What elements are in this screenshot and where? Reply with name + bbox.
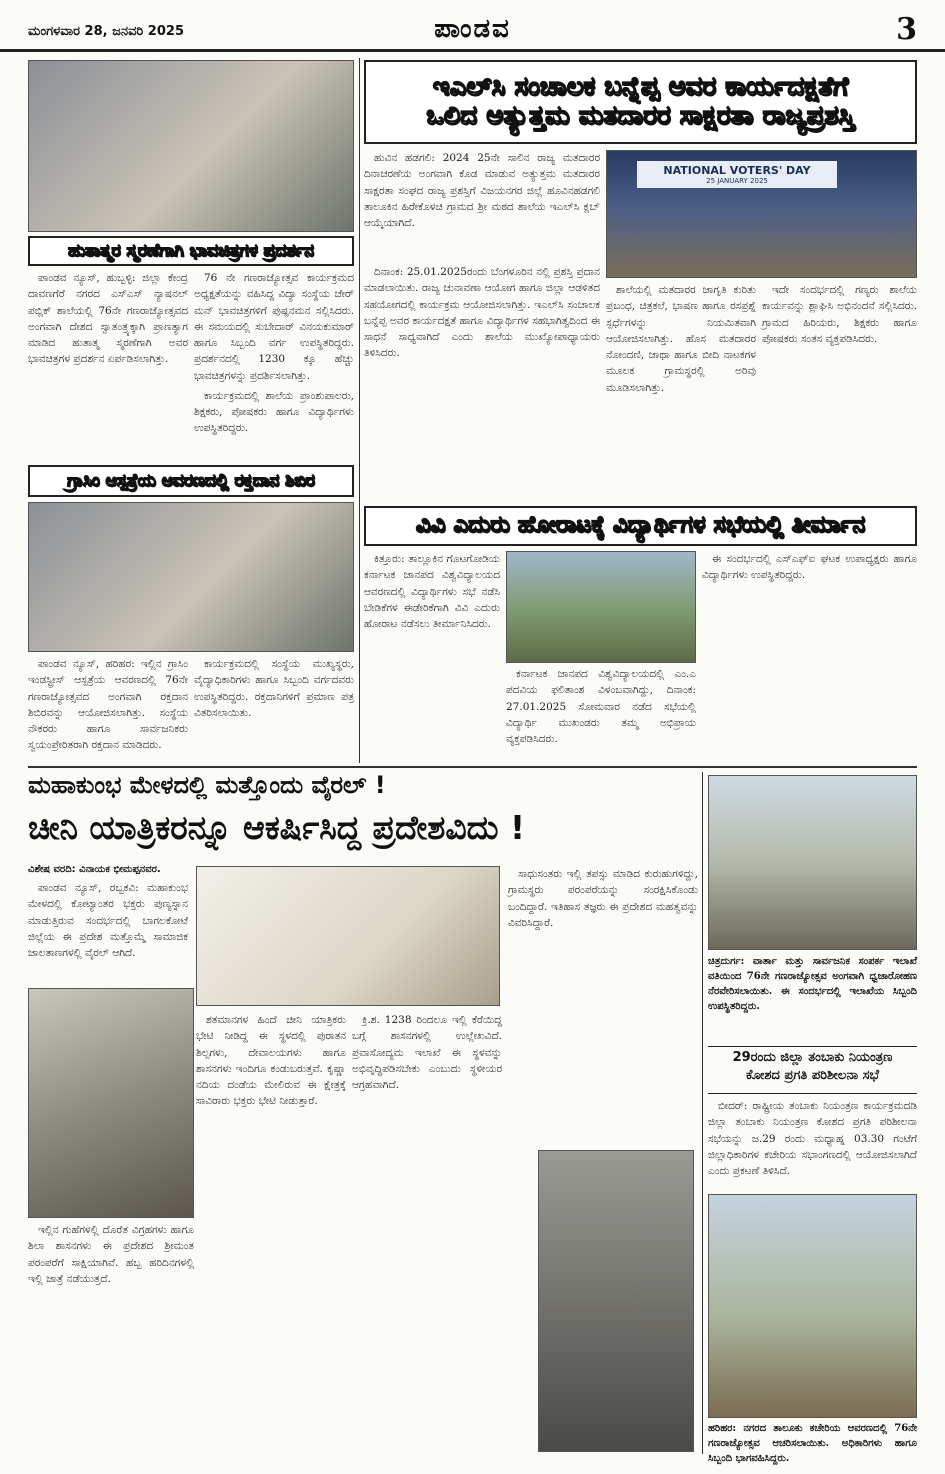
- story3-column-2: ಕಾರ್ಯಕ್ರಮದಲ್ಲಿ ಸಂಸ್ಥೆಯ ಮುಖ್ಯಸ್ಥರು, ವೈದ್ಯಾಧಿಕಾರಿಗಳು ಹಾಗೂ ಸಿಬ್ಬಂದಿ ವರ್ಗದವರು ಉಪಸ್ಥಿತರಿದ್ದರು. ರಕ್ತದಾನಿಗಳಿಗೆ ಪ್ರಮಾಣ ಪತ್ರ ವಿತರಿಸಲಾಯಿತು.: [194, 658, 354, 719]
- flag-hoisting-photo: [708, 775, 917, 950]
- story4-column-2: ಕರ್ನಾಟಕ ಜಾನಪದ ವಿಶ್ವವಿದ್ಯಾಲಯದಲ್ಲಿ ಎಂ.ಎ ಪದವಿಯ ಫಲಿತಾಂಶ ವಿಳಂಬವಾಗಿದ್ದು, ದಿನಾಂಕ: 27.01.2025 ಸೋಮವಾರ ನಡೆದ ಸಭೆಯಲ್ಲಿ ವಿದ್ಯಾರ್ಥಿ ಮುಖಂಡರು ತಮ್ಮ ಅಭಿಪ್ರಾಯ ವ್ಯಕ್ತಪಡಿಸಿದರು.: [506, 668, 696, 746]
- story3-headline-box: [28, 465, 354, 497]
- story5-column-2b: ಕ್ರಿ.ಶ. 1238 ರಿಂದಲೂ ಇಲ್ಲಿ ಕೆರೆಯಿದ್ದ ಬಗ್ಗೆ ಶಾಸನಗಳಲ್ಲಿ ಉಲ್ಲೇಖವಿದೆ. ಪ್ರವಾಸೋದ್ಯಮ ಇಲಾಖೆ ಈ ಸ್ಥಳವನ್ನು ಅಭಿವೃದ್ಧಿಪಡಿಸಬೇಕು ಎಂಬುದು ಸ್ಥಳೀಯರ ಆಗ್ರಹವಾಗಿದೆ.: [352, 1014, 502, 1092]
- story8-caption: ಹರಿಹರ: ನಗರದ ತಾಲೂಕು ಕಚೇರಿಯ ಆವರಣದಲ್ಲಿ 76ನೇ ಗಣರಾಜ್ಯೋತ್ಸವ ಆಚರಿಸಲಾಯಿತು. ಅಧಿಕಾರಿಗಳು ಹಾಗೂ ಸಿಬ್ಬಂದಿ ಭಾಗವಹಿಸಿದ್ದರು.: [708, 1423, 917, 1464]
- story2-column-2: 76 ನೇ ಗಣರಾಜ್ಯೋತ್ಸವ ಕಾರ್ಯಕ್ರಮದ ಅಧ್ಯಕ್ಷತೆಯನ್ನು ವಹಿಸಿದ್ದ ವಿದ್ಯಾ ಸಂಸ್ಥೆಯ ಚೇರ್ ಮನ್ ಭಾವಚಿತ್ರಗಳಿಗೆ ಪುಷ್ಪನಮನ ಸಲ್ಲಿಸಿದರು. ಈ ಸಮಯದಲ್ಲಿ ಸುಬೇದಾರ್ ವಿನಯಕುಮಾರ್ ಹಾಗೂ ಸಿಬ್ಬಂದಿ ವರ್ಗ ಉಪಸ್ಥಿತರಿದ್ದರು. ಪ್ರದರ್ಶನದಲ್ಲಿ 1230 ಕ್ಕೂ ಹೆಚ್ಚು ಭಾವಚಿತ್ರಗಳನ್ನು ಪ್ರದರ್ಶಿಸಲಾಗಿತ್ತು. ಕಾರ್ಯಕ್ರಮದಲ್ಲಿ ಶಾಲೆಯ ಪ್ರಾಂಶುಪಾಲರು, ಶಿಕ್ಷಕರು, ಪೋಷಕರು ಹಾಗೂ ವಿದ್ಯಾರ್ಥಿಗಳು ಉಪಸ್ಥಿತರಿದ್ದರು.: [194, 272, 354, 435]
- story5-headline: ಚೀನಿ ಯಾತ್ರಿಕರನ್ನೂ ಆಕರ್ಷಿಸಿದ್ದ ಪ್ರದೇಶವಿದು !: [28, 808, 526, 847]
- page-header: [0, 0, 945, 52]
- taluk-office-flag-photo: [708, 1194, 917, 1418]
- story5-column-1b: ಇಲ್ಲಿನ ಗುಹೆಗಳಲ್ಲಿ ದೊರೆತ ವಿಗ್ರಹಗಳು ಹಾಗೂ ಶಿಲಾ ಶಾಸನಗಳು ಈ ಪ್ರದೇಶದ ಶ್ರೀಮಂತ ಪರಂಪರೆಗೆ ಸಾಕ್ಷಿಯಾಗಿವೆ. ಹಬ್ಬ ಹರಿದಿನಗಳಲ್ಲಿ ಇಲ್ಲಿ ಜಾತ್ರೆ ನಡೆಯುತ್ತದೆ.: [28, 1224, 194, 1285]
- column-divider-lower: [702, 772, 703, 1454]
- story5-column-2a: ಶತಮಾನಗಳ ಹಿಂದೆ ಚೀನಿ ಯಾತ್ರಿಕರು ಭೇಟಿ ನೀಡಿದ್ದ ಈ ಸ್ಥಳದಲ್ಲಿ ಪುರಾತನ ಶಿಲ್ಪಗಳು, ದೇವಾಲಯಗಳು ಹಾಗೂ ಶಾಸನಗಳು ಇಂದಿಗೂ ಕಂಡುಬರುತ್ತವೆ. ಕೃಷ್ಣಾ ನದಿಯ ದಂಡೆಯ ಮೇಲಿರುವ ಈ ಕ್ಷೇತ್ರಕ್ಕೆ ಸಾವಿರಾರು ಭಕ್ತರು ಭೇಟಿ ನೀಡುತ್ತಾರೆ.: [196, 1014, 346, 1108]
- story2-headline: ಹುತಾತ್ಮರ ಸ್ಮರಣೆಗಾಗಿ ಭಾವಚಿತ್ರಗಳ ಪ್ರದರ್ಶನ: [68, 240, 314, 261]
- blood-donation-photo: [28, 502, 354, 652]
- story4-column-3: ಈ ಸಂದರ್ಭದಲ್ಲಿ ಎಸ್‌ಎಫ್‌ಐ ಘಟಕ ಉಪಾಧ್ಯಕ್ಷರು ಹಾಗೂ ವಿದ್ಯಾರ್ಥಿಗಳು ಉಪಸ್ಥಿತರಿದ್ದರು.: [702, 553, 917, 582]
- story1-column-2: ಶಾಲೆಯಲ್ಲಿ ಮತದಾರರ ಜಾಗೃತಿ ಕುರಿತು ಪ್ರಬಂಧ, ಚಿತ್ರಕಲೆ, ಭಾಷಣ ಹಾಗೂ ರಸಪ್ರಶ್ನೆ ಸ್ಪರ್ಧೆಗಳನ್ನು ನಿಯಮಿತವಾಗಿ ಆಯೋಜಿಸಲಾಗಿತ್ತು. ಹೊಸ ಮತದಾರರ ನೋಂದಣಿ, ಜಾಥಾ ಹಾಗೂ ಬೀದಿ ನಾಟಕಗಳ ಮೂಲಕ ಗ್ರಾಮಸ್ಥರಲ್ಲಿ ಅರಿವು ಮೂಡಿಸಲಾಗಿತ್ತು.: [606, 284, 756, 394]
- story2-headline-box: [28, 236, 354, 266]
- story3-column-1: ಪಾಂಡವ ನ್ಯೂಸ್, ಹರಿಹರ: ಇಲ್ಲಿನ ಗ್ರಾಸಿಂ ಇಂಡಸ್ಟ್ರೀಸ್ ಆಸ್ಪತ್ರೆಯ ಆವರಣದಲ್ಲಿ 76ನೇ ಗಣರಾಜ್ಯೋತ್ಸವದ ಅಂಗವಾಗಿ ರಕ್ತದಾನ ಶಿಬಿರವನ್ನು ಆಯೋಜಿಸಲಾಗಿತ್ತು. ಸಂಸ್ಥೆಯ ನೌಕರರು ಹಾಗೂ ಸಾರ್ವಜನಿಕರು ಸ್ವಯಂಪ್ರೇರಿತರಾಗಿ ರಕ್ತದಾನ ಮಾಡಿದರು.: [28, 658, 188, 752]
- story2-column-1: ಪಾಂಡವ ನ್ಯೂಸ್, ಹುಬ್ಬಳ್ಳಿ: ಜಿಲ್ಲಾ ಕೇಂದ್ರ ದಾವಣಗೆರೆ ನಗರದ ಎಸ್‌ಎಸ್ ನ್ಯಾಷನಲ್ ಪಬ್ಲಿಕ್ ಶಾಲೆಯಲ್ಲಿ 76ನೇ ಗಣರಾಜ್ಯೋತ್ಸವದ ಅಂಗವಾಗಿ ದೇಶದ ಸ್ವಾತಂತ್ರ್ಯಕ್ಕಾಗಿ ಪ್ರಾಣತ್ಯಾಗ ಮಾಡಿದ ಹುತಾತ್ಮ ಸ್ಮರಣೆಗಾಗಿ ಅವರ ಭಾವಚಿತ್ರಗಳ ಪ್ರದರ್ಶನ ಏರ್ಪಡಿಸಲಾಗಿತ್ತು.: [28, 272, 188, 366]
- award-ceremony-photo: [606, 150, 917, 278]
- story6-caption: ಚಿತ್ರದುರ್ಗ: ವಾರ್ತಾ ಮತ್ತು ಸಾರ್ವಜನಿಕ ಸಂಪರ್ಕ ಇಲಾಖೆ ವತಿಯಿಂದ 76ನೇ ಗಣರಾಜ್ಯೋತ್ಸವ ಅಂಗವಾಗಿ ಧ್ವಜಾರೋಹಣ ನೆರವೇರಿಸಲಾಯಿತು. ಈ ಸಂದರ್ಭದಲ್ಲಿ ಇಲಾಖೆಯ ಸಿಬ್ಬಂದಿ ಉಪಸ್ಥಿತರಿದ್ದರು.: [708, 956, 917, 1012]
- story4-column-1: ಕಿತ್ತೂರು: ತಾಲ್ಲೂಕಿನ ಗೊಟಗೋಡಿಯ ಕರ್ನಾಟಕ ಜಾನಪದ ವಿಶ್ವವಿದ್ಯಾಲಯದ ಆವರಣದಲ್ಲಿ ವಿದ್ಯಾರ್ಥಿಗಳು ಸಭೆ ನಡೆಸಿ ಬೇಡಿಕೆಗಳ ಈಡೇರಿಕೆಗಾಗಿ ವಿವಿ ಎದುರು ಹೋರಾಟ ನಡೆಸಲು ತೀರ್ಮಾನಿಸಿದರು.: [364, 553, 500, 631]
- story5-column-1a: ಪಾಂಡವ ನ್ಯೂಸ್, ರಬ್ಬಕವಿ: ಮಹಾಕುಂಭ ಮೇಳದಲ್ಲಿ ಕೋಟ್ಯಾಂತರ ಭಕ್ತರು ಪುಣ್ಯಸ್ನಾನ ಮಾಡುತ್ತಿರುವ ಸಂದರ್ಭದಲ್ಲಿ ಬಾಗಲಕೋಟೆ ಜಿಲ್ಲೆಯ ಈ ಪ್ರದೇಶ ಮತ್ತೊಮ್ಮೆ ಸಾಮಾಜಿಕ ಜಾಲತಾಣಗಳಲ್ಲಿ ವೈರಲ್ ಆಗಿದೆ.: [28, 882, 188, 960]
- story7-body: ಬೀದರ್: ರಾಷ್ಟ್ರೀಯ ತಂಬಾಕು ನಿಯಂತ್ರಣ ಕಾರ್ಯಕ್ರಮದಡಿ ಜಿಲ್ಲಾ ತಂಬಾಕು ನಿಯಂತ್ರಣ ಕೋಶದ ಪ್ರಗತಿ ಪರಿಶೀಲನಾ ಸಭೆಯನ್ನು ಜ.29 ರಂದು ಮಧ್ಯಾಹ್ನ 03.30 ಗಂಟೆಗೆ ಜಿಲ್ಲಾಧಿಕಾರಿಗಳ ಕಚೇರಿಯ ಸಭಾಂಗಣದಲ್ಲಿ ಆಯೋಜಿಸಲಾಗಿದೆ ಎಂದು ಪ್ರಕಟಣೆ ತಿಳಿಸಿದೆ.: [708, 1100, 917, 1178]
- students-group-photo: [506, 551, 696, 663]
- section-divider: [28, 766, 917, 768]
- story1-column-3: ಇದೇ ಸಂದರ್ಭದಲ್ಲಿ ಗಣ್ಯರು ಶಾಲೆಯ ಕಾರ್ಯವನ್ನು ಶ್ಲಾಘಿಸಿ ಅಭಿನಂದನೆ ಸಲ್ಲಿಸಿದರು. ಗ್ರಾಮದ ಹಿರಿಯರು, ಶಿಕ್ಷಕರು ಹಾಗೂ ಪೋಷಕರು ಸಂತಸ ವ್ಯಕ್ತಪಡಿಸಿದರು.: [762, 284, 917, 345]
- masthead: ಪಾಂಡವ: [434, 14, 511, 44]
- story5-byline: ವಿಶೇಷ ವರದಿ: ವಿನಾಯಕ ಭೀಮಪ್ಪನವರ.: [28, 864, 161, 875]
- story4-headline-box: [364, 506, 917, 546]
- story1-headline-box: [364, 60, 917, 144]
- story1-lede: ಹುವಿನ ಹಡಗಲಿ: 2024 25ನೇ ಸಾಲಿನ ರಾಜ್ಯ ಮತದಾರರ ದಿನಾಚರಣೆಯ ಅಂಗವಾಗಿ ಕೊಡ ಮಾಡುವ ಅತ್ಯುತ್ತಮ ಮತದಾರರ ಸಾಕ್ಷರತಾ ಸಂಘದ ರಾಜ್ಯ ಪ್ರಶಸ್ತಿಗೆ ವಿಜಯನಗರ ಜಿಲ್ಲೆ ಹೂವಿನಹಡಗಲಿ ತಾಲೂಕಿನ ಹಿರೇಕೊಳಚಿ ಗ್ರಾಮದ ಶ್ರೀ ಮಠದ ಶಾಲೆಯ ಇಎಲ್‌ಸಿ ಕ್ಲಬ್ ಆಯ್ಕೆಯಾಗಿದೆ.: [364, 152, 600, 230]
- page-number: 3: [896, 12, 917, 47]
- story3-headline: ಗ್ರಾಸಿಂ ಆಸ್ಪತ್ರೆಯ ಆವರಣದಲ್ಲಿ ರಕ್ತದಾನ ಶಿಬಿರ: [67, 470, 315, 491]
- story1-headline-line1: ಇಎಲ್‌ಸಿ ಸಂಚಾಲಕ ಬನ್ನೆಪ್ಪ ಅವರ ಕಾರ್ಯದಕ್ಷತೆಗೆ: [432, 72, 849, 103]
- column-divider: [359, 58, 360, 763]
- ancient-idol-photo: [538, 1150, 694, 1452]
- story1-headline-line2: ಒಲಿದ ಅತ್ಯುತ್ತಮ ಮತದಾರರ ಸಾಕ್ಷರತಾ ರಾಜ್ಯಪ್ರಶಸ್ತಿ: [426, 101, 855, 131]
- story7-headline-line2: ಕೋಶದ ಪ್ರಗತಿ ಪರಿಶೀಲನಾ ಸಭೆ: [746, 1068, 879, 1084]
- sadhu-photo: [28, 988, 194, 1218]
- temple-wall-photo: [196, 866, 500, 1006]
- story5-kicker: ಮಹಾಕುಂಭ ಮೇಳದಲ್ಲಿ ಮತ್ತೊಂದು ವೈರಲ್ !: [28, 771, 386, 799]
- exhibition-photo: [28, 60, 354, 232]
- story7-headline-line1: 29ರಂದು ಜಿಲ್ಲಾ ತಂಬಾಕು ನಿಯಂತ್ರಣ: [732, 1050, 893, 1065]
- story1-column-1: ದಿನಾಂಕ: 25.01.2025ರಂದು ಬೆಂಗಳೂರಿನ ನಲ್ಲಿ ಪ್ರಶಸ್ತಿ ಪ್ರದಾನ ಮಾಡಲಾಯಿತು. ರಾಜ್ಯ ಚುನಾವಣಾ ಆಯೋಗ ಹಾಗೂ ಜಿಲ್ಲಾ ಆಡಳಿತದ ಸಹಯೋಗದಲ್ಲಿ ಕಾರ್ಯಕ್ರಮ ಆಯೋಜಿಸಲಾಗಿತ್ತು. ಇಎಲ್‌ಸಿ ಸಂಚಾಲಕ ಬನ್ನೆಪ್ಪ ಅವರ ಕಾರ್ಯದಕ್ಷತೆ ಹಾಗೂ ವಿದ್ಯಾರ್ಥಿಗಳ ಸಹಭಾಗಿತ್ವದಿಂದ ಈ ಸಾಧನೆ ಸಾಧ್ಯವಾಗಿದೆ ಎಂದು ಶಾಲೆಯ ಮುಖ್ಯೋಪಾಧ್ಯಾಯರು ತಿಳಿಸಿದರು.: [364, 266, 600, 360]
- issue-date: ಮಂಗಳವಾರ 28, ಜನವರಿ 2025: [28, 24, 184, 39]
- photo-banner: NATIONAL VOTERS' DAY 25 JANUARY 2025: [637, 161, 837, 188]
- story7-headline-box: [708, 1046, 917, 1094]
- story5-column-3a: ಸಾಧುಸಂತರು ಇಲ್ಲಿ ತಪಸ್ಸು ಮಾಡಿದ ಕುರುಹುಗಳಿದ್ದು, ಗ್ರಾಮಸ್ಥರು ಪರಂಪರೆಯನ್ನು ಸಂರಕ್ಷಿಸಿಕೊಂಡು ಬಂದಿದ್ದಾರೆ. ಇತಿಹಾಸ ತಜ್ಞರು ಈ ಪ್ರದೇಶದ ಮಹತ್ವವನ್ನು ವಿವರಿಸಿದ್ದಾರೆ.: [508, 868, 698, 929]
- story4-headline: ವಿವಿ ಎದುರು ಹೋರಾಟಕ್ಕೆ ವಿದ್ಯಾರ್ಥಿಗಳ ಸಭೆಯಲ್ಲಿ ತೀರ್ಮಾನ: [415, 512, 866, 539]
